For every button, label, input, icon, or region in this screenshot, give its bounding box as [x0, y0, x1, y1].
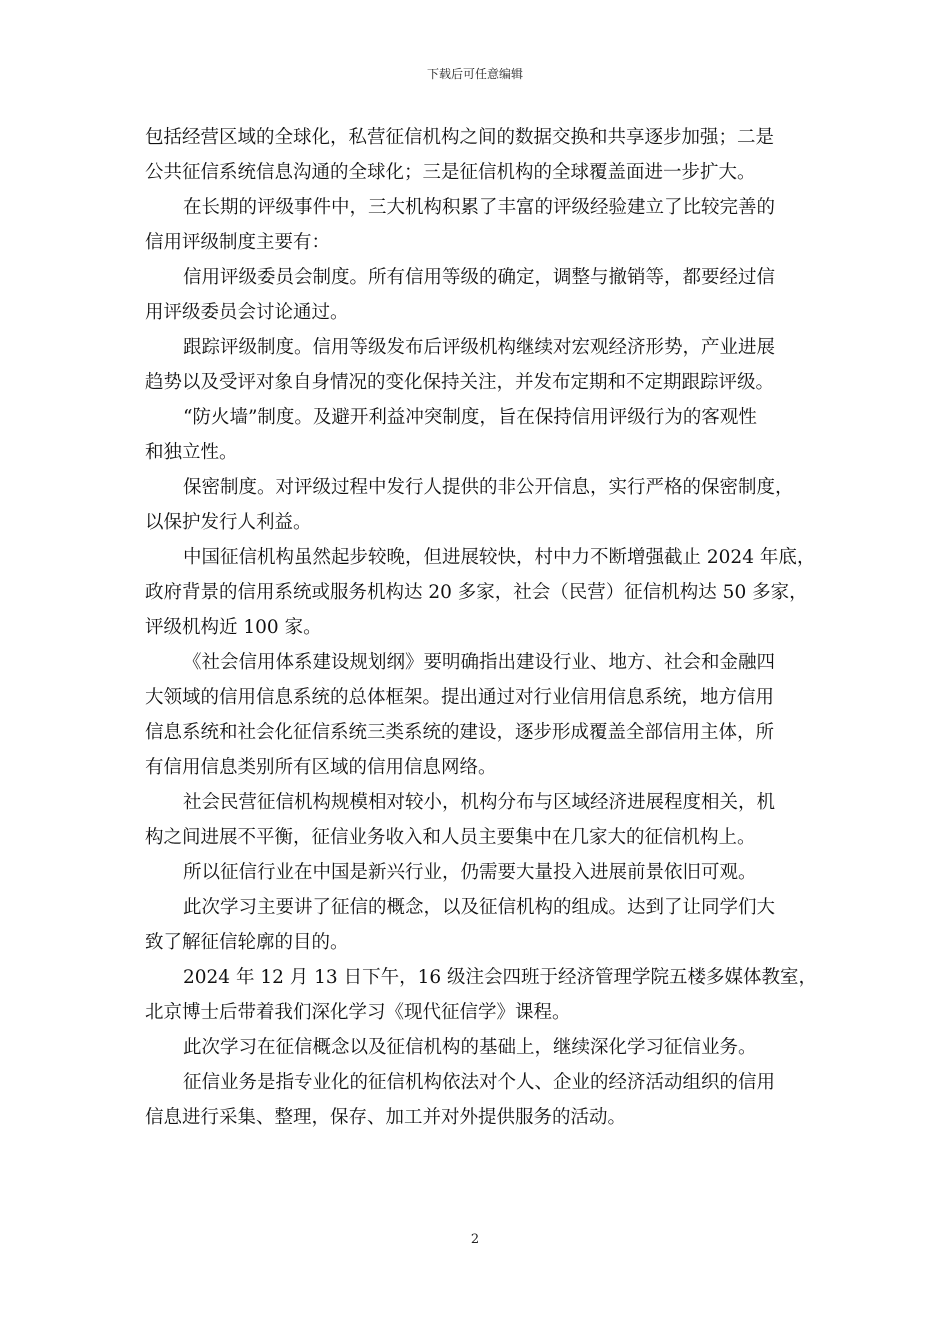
paragraph [145, 960, 817, 1030]
paragraph-line: 此次学习主要讲了征信的概念，以及征信机构的组成。达到了让同学们大 [183, 897, 776, 918]
paragraph [145, 855, 810, 890]
page-number: 2 [470, 1232, 480, 1247]
paragraph [145, 120, 810, 190]
paragraph-line: 所以征信行业在中国是新兴行业，仍需要大量投入进展前景依旧可观。 [183, 862, 757, 883]
paragraph [145, 400, 810, 470]
paragraph-line: 征信业务是指专业化的征信机构依法对个人、企业的经济活动组织的信用 [183, 1072, 776, 1093]
paragraph-line: 中国征信机构虽然起步较晚，但进展较快，村中力不断增强截止 2024 年底， [183, 547, 816, 568]
paragraph-line: 此次学习在征信概念以及征信机构的基础上，继续深化学习征信业务。 [183, 1037, 757, 1058]
paragraph-line: 大领域的信用信息系统的总体框架。提出通过对行业信用信息系统，地方信用 [145, 687, 775, 708]
paragraph-line: 社会民营征信机构规模相对较小，机构分布与区域经济进展程度相关，机 [183, 792, 776, 813]
paragraph [145, 330, 810, 400]
paragraph [145, 1030, 810, 1065]
paragraph-line: 《社会信用体系建设规划纲》要明确指出建设行业、地方、社会和金融四 [183, 652, 776, 673]
paragraph-line: 政府背景的信用系统或服务机构达 20 多家，社会（民营）征信机构达 50 多家， [145, 582, 808, 603]
paragraph-line: 评级机构近 100 家。 [145, 617, 322, 638]
paragraph-line: 包括经营区域的全球化，私营征信机构之间的数据交换和共享逐步加强；二是 [145, 127, 775, 148]
page-header: 下载后可任意编辑 [426, 67, 523, 81]
paragraph-line: 2024 年 12 月 13 日下午，16 级注会四班于经济管理学院五楼多媒体教室， [183, 967, 817, 988]
paragraph-line: 有信用信息类别所有区域的信用信息网络。 [145, 757, 497, 778]
paragraph-line: 以保护发行人利益。 [145, 512, 312, 533]
paragraph [145, 260, 810, 330]
paragraph-line: 和独立性。 [145, 442, 238, 463]
paragraph [145, 785, 810, 855]
paragraph [145, 645, 810, 785]
paragraph-line: 信息进行采集、整理，保存、加工并对外提供服务的活动。 [145, 1107, 627, 1128]
document-body [145, 120, 817, 1135]
paragraph [145, 890, 810, 960]
paragraph [145, 470, 810, 540]
paragraph-line: 致了解征信轮廓的目的。 [145, 932, 349, 953]
paragraph-line: 构之间进展不平衡，征信业务收入和人员主要集中在几家大的征信机构上。 [145, 827, 756, 848]
paragraph [145, 540, 816, 645]
paragraph-line: 信用评级制度主要有： [145, 232, 331, 253]
paragraph [145, 190, 810, 260]
paragraph-line: 保密制度。对评级过程中发行人提供的非公开信息，实行严格的保密制度， [183, 477, 794, 498]
paragraph-line: 跟踪评级制度。信用等级发布后评级机构继续对宏观经济形势，产业进展 [183, 337, 776, 358]
paragraph-line: “防火墙”制度。及避开利益冲突制度，旨在保持信用评级行为的客观性 [183, 407, 757, 428]
paragraph-line: 公共征信系统信息沟通的全球化；三是征信机构的全球覆盖面进一步扩大。 [145, 162, 756, 183]
paragraph-line: 趋势以及受评对象自身情况的变化保持关注，并发布定期和不定期跟踪评级。 [145, 372, 775, 393]
paragraph-line: 信用评级委员会制度。所有信用等级的确定，调整与撤销等，都要经过信 [183, 267, 776, 288]
paragraph-line: 北京博士后带着我们深化学习《现代征信学》课程。 [145, 1002, 571, 1023]
paragraph-line: 在长期的评级事件中，三大机构积累了丰富的评级经验建立了比较完善的 [183, 197, 776, 218]
paragraph-line: 用评级委员会讨论通过。 [145, 302, 349, 323]
paragraph-line: 信息系统和社会化征信系统三类系统的建设，逐步形成覆盖全部信用主体，所 [145, 722, 775, 743]
paragraph [145, 1065, 810, 1135]
